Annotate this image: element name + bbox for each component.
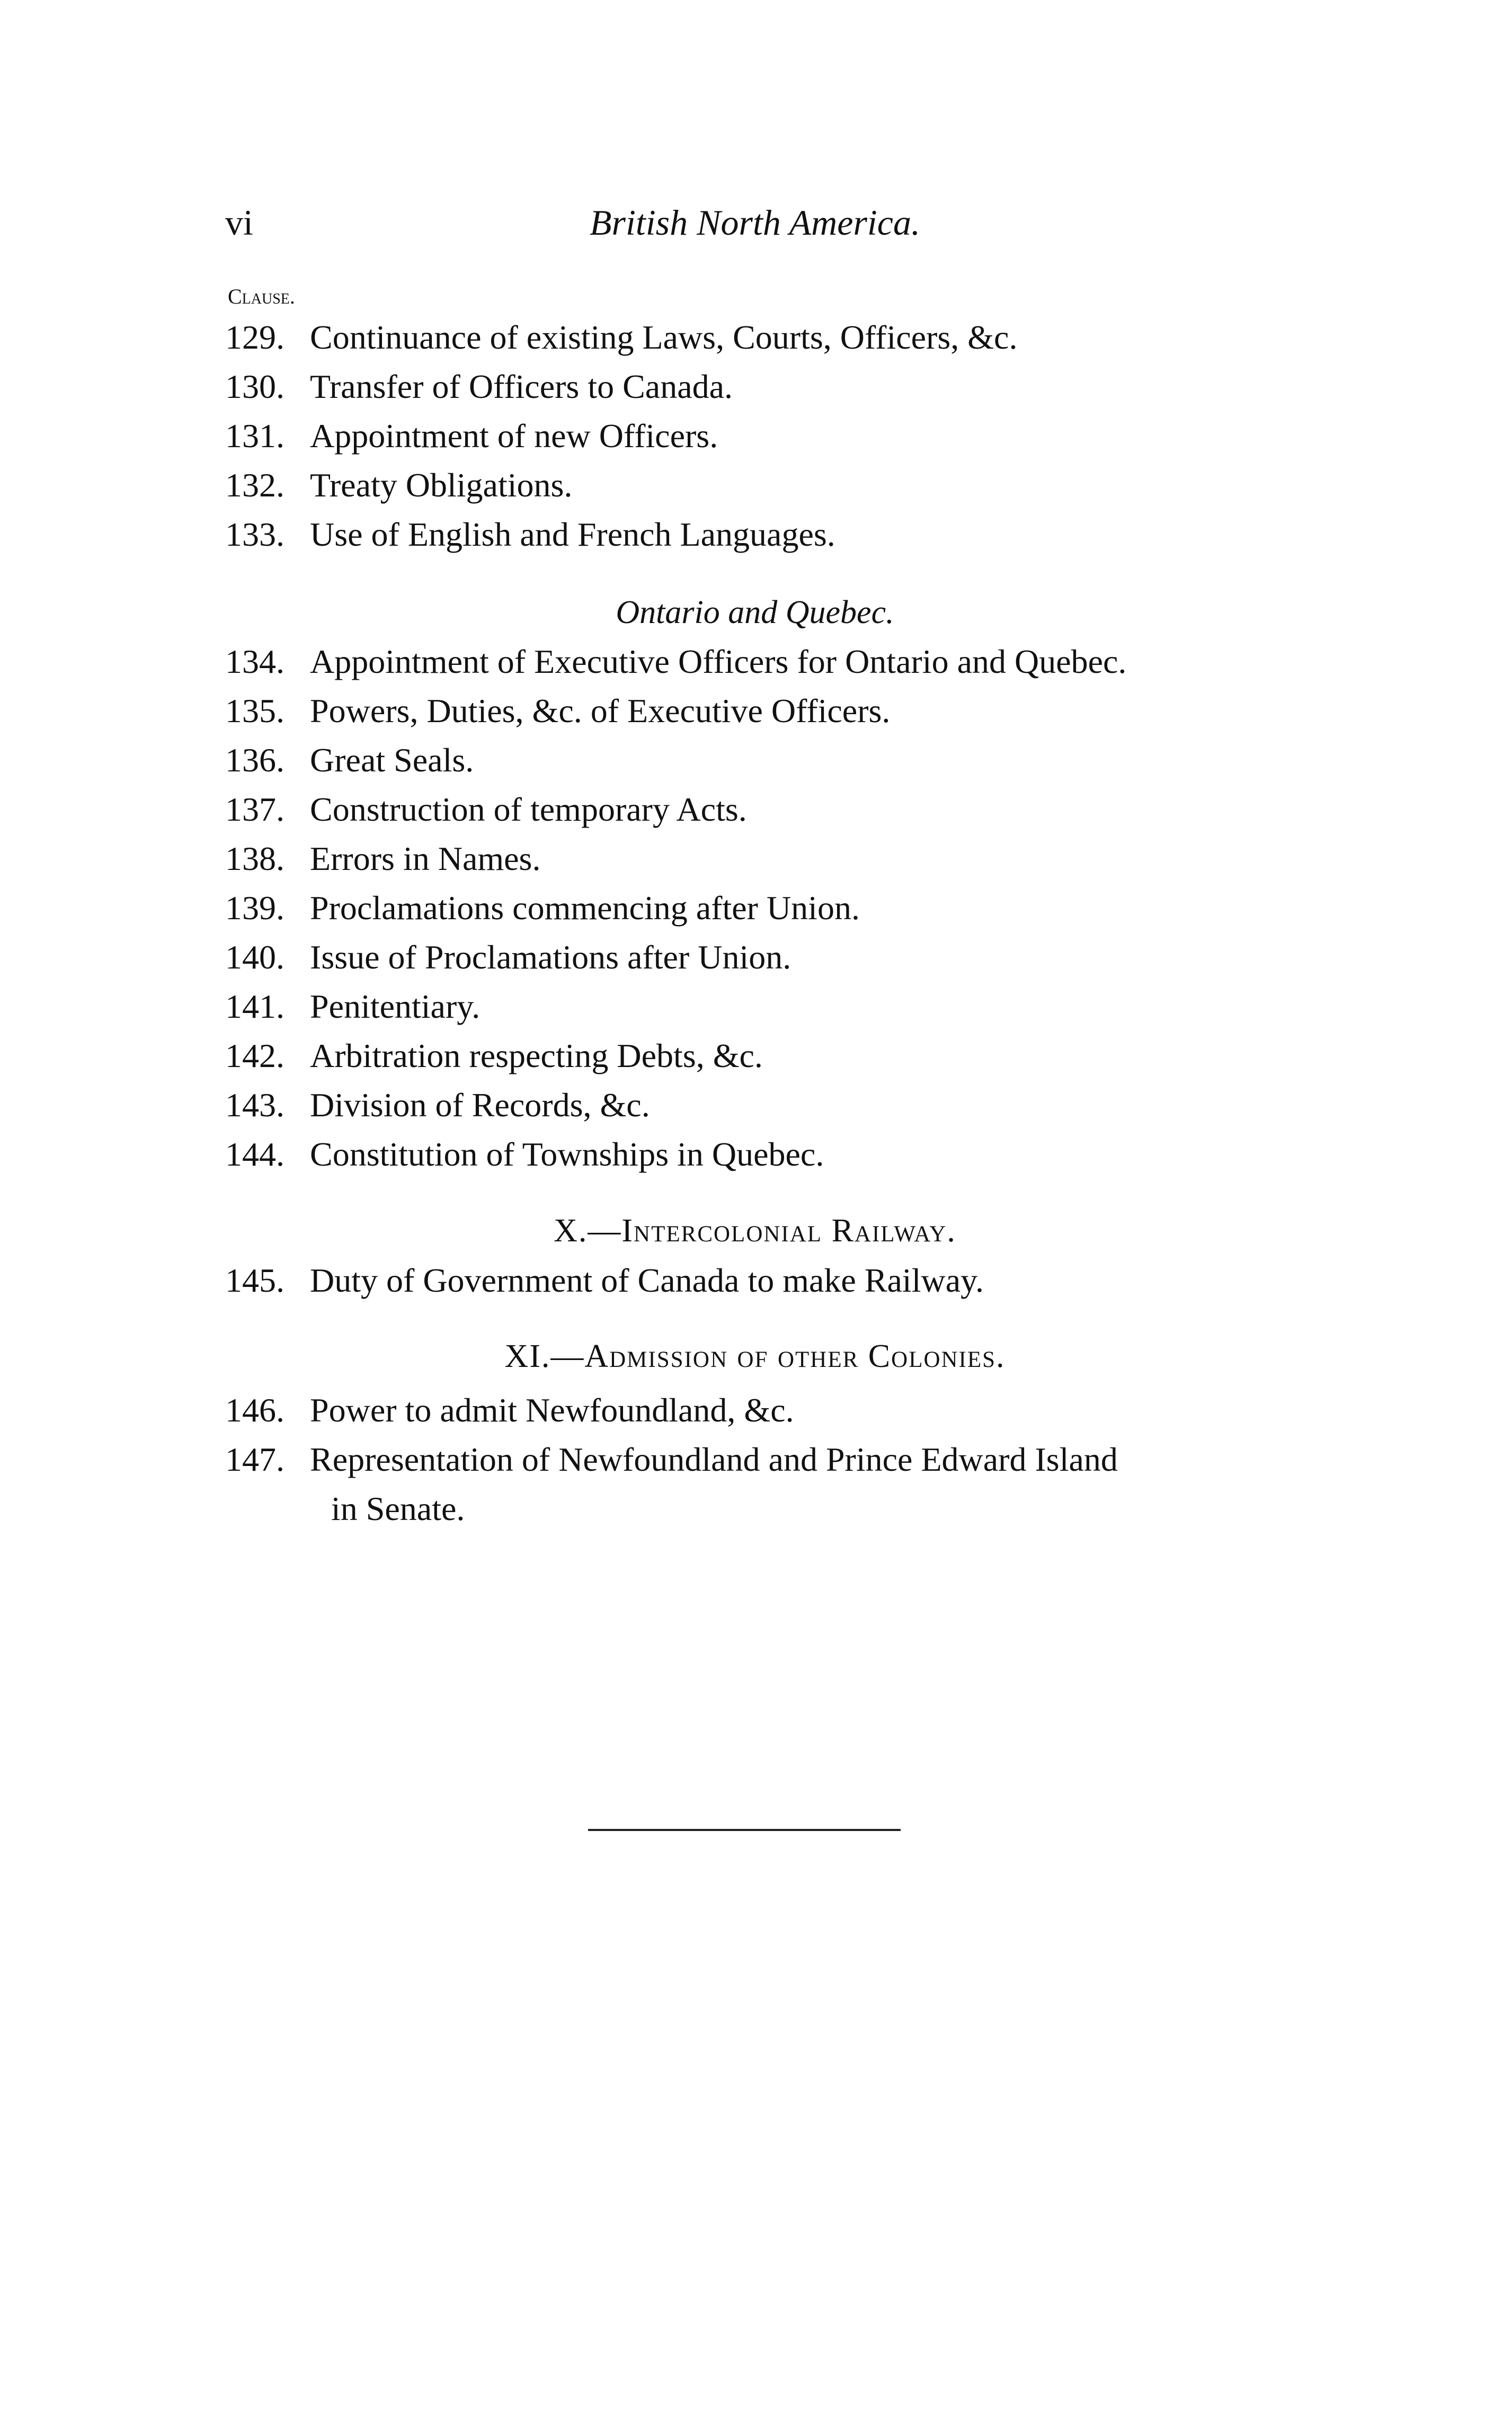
page-number: vi xyxy=(225,202,253,243)
clause-title: Construction of temporary Acts. xyxy=(310,790,747,828)
clause-title: Proclamations commencing after Union. xyxy=(310,889,860,927)
running-title: British North America. xyxy=(590,202,920,243)
clause-title-continuation: in Senate. xyxy=(331,1490,465,1527)
toc-entry-146 xyxy=(225,1385,1264,1435)
clause-number: 146. xyxy=(225,1391,284,1429)
clause-number: 140. xyxy=(225,938,284,976)
toc-entry-144 xyxy=(225,1130,1264,1179)
clause-title: Powers, Duties, &c. of Executive Officers. xyxy=(310,692,891,730)
clause-number: 142. xyxy=(225,1037,284,1074)
clause-title: Division of Records, &c. xyxy=(310,1086,650,1124)
clause-title: Penitentiary. xyxy=(310,988,481,1025)
clause-title: Duty of Government of Canada to make Railway. xyxy=(310,1261,984,1299)
clause-title: Representation of Newfoundland and Prince Edward Island xyxy=(310,1441,1118,1478)
toc-entry-145 xyxy=(225,1256,1264,1305)
clause-title: Appointment of new Officers. xyxy=(310,417,718,455)
clause-column-label: Clause. xyxy=(228,285,295,308)
section-heading-xi: XI.—Admission of other Colonies. xyxy=(504,1338,1006,1374)
clause-title: Treaty Obligations. xyxy=(310,466,573,504)
toc-entry-138 xyxy=(225,834,1264,883)
clause-number: 139. xyxy=(225,889,284,927)
toc-entry-137 xyxy=(225,785,1264,834)
clause-number: 136. xyxy=(225,741,284,779)
clause-number: 131. xyxy=(225,417,284,455)
end-rule xyxy=(588,1829,901,1831)
clause-number: 130. xyxy=(225,368,284,405)
toc-entry-131 xyxy=(225,411,1264,460)
toc-entry-136 xyxy=(225,735,1264,785)
clause-title: Power to admit Newfoundland, &c. xyxy=(310,1391,794,1429)
toc-entry-141 xyxy=(225,982,1264,1031)
clause-number: 138. xyxy=(225,840,284,877)
clause-number: 134. xyxy=(225,643,284,680)
clause-number: 141. xyxy=(225,988,284,1025)
toc-entry-130 xyxy=(225,362,1264,411)
toc-entry-147 xyxy=(225,1435,1264,1533)
clause-number: 137. xyxy=(225,790,284,828)
toc-entry-134 xyxy=(225,637,1264,686)
toc-entry-133 xyxy=(225,510,1264,559)
section-heading-ontario-quebec: Ontario and Quebec. xyxy=(616,594,894,630)
clause-number: 144. xyxy=(225,1135,284,1173)
toc-entry-135 xyxy=(225,686,1264,735)
clause-title: Issue of Proclamations after Union. xyxy=(310,938,791,976)
clause-number: 129. xyxy=(225,318,284,356)
section-heading-x: X.—Intercolonial Railway. xyxy=(554,1213,956,1249)
clause-title: Continuance of existing Laws, Courts, Officers, &c. xyxy=(310,318,1018,356)
clause-number: 147. xyxy=(225,1441,284,1478)
clause-title: Appointment of Executive Officers for Ontario and Quebec. xyxy=(310,643,1127,680)
clause-number: 143. xyxy=(225,1086,284,1124)
clause-title: Great Seals. xyxy=(310,741,474,779)
toc-entry-139 xyxy=(225,883,1264,932)
toc-entry-143 xyxy=(225,1080,1264,1130)
clause-title: Transfer of Officers to Canada. xyxy=(310,368,733,405)
clause-number: 132. xyxy=(225,466,284,504)
toc-entry-142 xyxy=(225,1031,1264,1080)
clause-number: 145. xyxy=(225,1261,284,1299)
page-header xyxy=(225,196,1285,249)
clause-title: Use of English and French Languages. xyxy=(310,516,835,553)
clause-number: 135. xyxy=(225,692,284,730)
clause-number: 133. xyxy=(225,516,284,553)
toc-entry-140 xyxy=(225,932,1264,982)
clause-title: Constitution of Townships in Quebec. xyxy=(310,1135,824,1173)
toc-entry-129 xyxy=(225,313,1264,362)
clause-title: Arbitration respecting Debts, &c. xyxy=(310,1037,763,1074)
toc-entry-132 xyxy=(225,460,1264,510)
clause-title: Errors in Names. xyxy=(310,840,541,877)
